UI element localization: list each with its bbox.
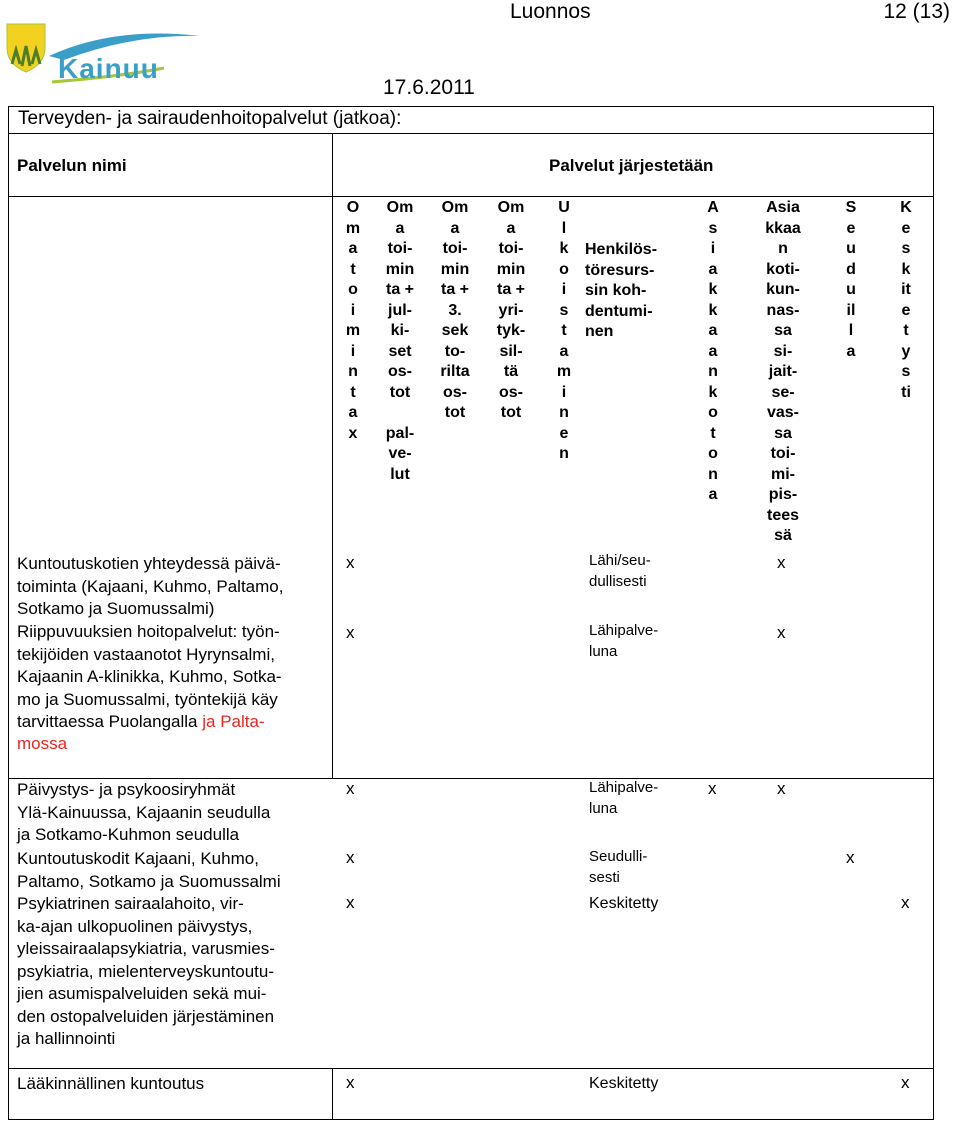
service-name-addition-line2: mossa — [17, 734, 68, 753]
col-header-asiakkaan-kotona: A s i a k k a a n k o t o n a — [707, 199, 719, 503]
mark-keskitetysti: x — [901, 1073, 910, 1092]
col-header-omana: O m a t o i m i n t a x — [345, 199, 361, 442]
service-name-text: Riippuvuuksien hoitopalvelut: työn- tekijöiden vastaanotot Hyrynsalmi, Kajaanin A-klinikka, Kuhmo, Sotka- mo ja Suomussalmi, työntekijä käy tarvittaessa Puolangalla — [17, 622, 282, 731]
mark-omana: x — [346, 623, 355, 642]
service-name — [17, 621, 282, 734]
logo-wordmark: Kainuu — [58, 53, 159, 84]
mark-asiakkaan-kotona: x — [708, 779, 717, 798]
staff-allocation: Lähipalve- luna — [589, 622, 659, 660]
table-border-top — [8, 133, 934, 134]
last-row-divider — [8, 1068, 934, 1069]
document-title: Terveyden- ja sairaudenhoitopalvelut (jatkoa): — [18, 108, 402, 129]
col-header-oma-julkiset: Om a toi- min ta + jul- ki- set os- tot pal- ve- lut — [385, 199, 415, 483]
mark-kotikunnassa: x — [777, 623, 786, 642]
col-header-keskitetysti: K e s k it e t y s ti — [900, 199, 912, 401]
staff-allocation: Lähi/seu- dullisesti — [589, 552, 651, 590]
name-column-divider — [332, 133, 333, 779]
col-header-henkilostoresurssi: Henkilös- töresurs- sin koh- dentumi- nen — [585, 241, 658, 340]
mark-omana: x — [346, 779, 355, 798]
mark-keskitetysti: x — [901, 893, 910, 912]
service-name-addition: ja Palta- — [202, 712, 265, 731]
staff-allocation: Seudulli- sesti — [589, 848, 648, 886]
col-group-header: Palvelut järjestetään — [549, 156, 714, 175]
staff-allocation: Keskitetty — [589, 1075, 659, 1092]
title-box-top — [8, 106, 934, 107]
table-border-bottom — [8, 1119, 934, 1120]
document-date: 17.6.2011 — [383, 76, 475, 99]
document-status: Luonnos — [510, 0, 591, 23]
header-row-divider — [8, 196, 934, 197]
col-header-kotikunnassa: Asia kkaa n koti- kun- nas- sa si- jait- se- vas- sa toi- mi- pis- tees sä — [765, 199, 801, 544]
service-name: Päivystys- ja psykoosiryhmät Ylä-Kainuussa, Kajaanin seudulla ja Sotkamo-Kuhmon seudulla — [17, 780, 271, 844]
staff-allocation: Lähipalve- luna — [589, 779, 659, 817]
page-number: 12 (13) — [883, 0, 950, 23]
mark-kotikunnassa: x — [777, 779, 786, 798]
mark-omana: x — [346, 848, 355, 867]
service-name: Psykiatrinen sairaalahoito, vir- ka-ajan ulkopuolinen päivystys, yleissairaalapsykiatria, varusmies- psykiatria, mielenterveyskuntoutu- jien asumispalveluiden sekä mui- den ostopalveluiden järjestäminen ja hallinnointi — [17, 894, 275, 1048]
staff-allocation: Keskitetty — [589, 895, 659, 912]
mark-omana: x — [346, 1073, 355, 1092]
col-header-oma-3sektori: Om a toi- min ta + 3. sek to- rilta os- tot — [440, 199, 470, 421]
name-column-divider-last — [332, 1068, 333, 1120]
col-header-ulkoistaminen: U l k o i s t a m i n e n — [556, 199, 572, 462]
col-header-seudulla: S e u d u il l a — [845, 199, 857, 360]
table-border-left — [8, 106, 9, 1120]
col-header-service-name: Palvelun nimi — [17, 156, 127, 175]
service-name: Kuntoutuskodit Kajaani, Kuhmo, Paltamo, Sotkamo ja Suomussalmi — [17, 849, 281, 891]
table-border-right — [933, 106, 934, 1120]
mark-seudulla: x — [846, 848, 855, 867]
mark-omana: x — [346, 553, 355, 572]
mark-omana: x — [346, 893, 355, 912]
service-name: Lääkinnällinen kuntoutus — [17, 1074, 205, 1093]
col-header-oma-yritys: Om a toi- min ta + yri- tyk- sil- tä os- tot — [496, 199, 526, 421]
service-name: Kuntoutuskotien yhteydessä päivä- toiminta (Kajaani, Kuhmo, Paltamo, Sotkamo ja Suomussalmi) — [17, 554, 284, 618]
mark-kotikunnassa: x — [777, 553, 786, 572]
